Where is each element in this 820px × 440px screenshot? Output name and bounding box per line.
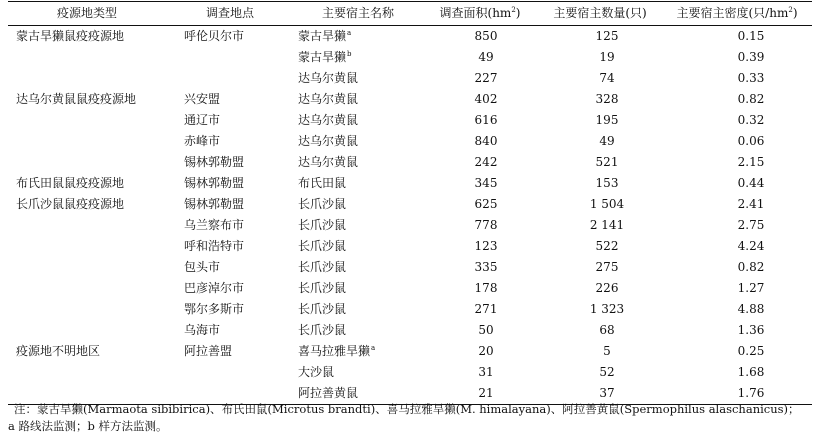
header-host-count: 主要宿主数量(只): [553, 6, 647, 20]
cell-host-density: 1.68: [737, 365, 765, 379]
cell-survey-area: 21: [478, 386, 494, 400]
cell-focus-type: [8, 152, 166, 173]
cell-survey-area: 402: [474, 92, 498, 106]
cell-host-count: 275: [595, 260, 619, 274]
header-area-close: ): [515, 6, 521, 20]
cell-survey-site: 锡林郭勒盟: [184, 197, 245, 211]
table-row: [8, 152, 812, 173]
cell-survey-area: 345: [474, 176, 498, 190]
cell-host-density: 4.88: [737, 302, 765, 316]
cell-host-count: 328: [595, 92, 619, 106]
host-name: 长爪沙鼠: [298, 260, 347, 274]
cell-main-host: [294, 47, 422, 68]
cell-survey-area: 335: [474, 260, 498, 274]
method-mark: a: [347, 29, 352, 37]
cell-main-host: [294, 194, 422, 215]
host-name: 长爪沙鼠: [298, 239, 347, 253]
cell-survey-area: 616: [474, 113, 498, 127]
cell-survey-area: 20: [478, 344, 494, 358]
method-mark: b: [347, 50, 352, 58]
cell-host-density: 1.76: [737, 386, 765, 400]
cell-main-host: [294, 152, 422, 173]
cell-main-host: [294, 89, 422, 110]
cell-host-density: 1.36: [737, 323, 765, 337]
cell-host-count: 522: [595, 239, 619, 253]
cell-survey-site: 锡林郭勒盟: [184, 155, 245, 169]
table-row: [8, 278, 812, 299]
cell-main-host: [294, 362, 422, 383]
cell-main-host: [294, 236, 422, 257]
cell-survey-area: 840: [474, 134, 498, 148]
host-name: 长爪沙鼠: [298, 218, 347, 232]
cell-survey-site: [166, 47, 294, 68]
header-focus-type: 疫源地类型: [56, 6, 117, 20]
table-row: [8, 236, 812, 257]
cell-host-density: 0.06: [737, 134, 765, 148]
host-name: 长爪沙鼠: [298, 302, 347, 316]
table-footnote: [8, 401, 814, 435]
cell-host-count: 74: [599, 71, 615, 85]
host-name: 大沙鼠: [298, 365, 335, 379]
cell-survey-site: [166, 68, 294, 89]
cell-focus-type: [8, 299, 166, 320]
table-row: [8, 47, 812, 68]
host-name: 长爪沙鼠: [298, 197, 347, 211]
host-name: 长爪沙鼠: [298, 281, 347, 295]
table-row: [8, 320, 812, 341]
cell-host-count: 68: [599, 323, 615, 337]
method-mark: a: [371, 344, 376, 352]
cell-host-count: 49: [599, 134, 615, 148]
cell-host-density: 2.15: [737, 155, 765, 169]
header-host-density: [662, 2, 812, 26]
cell-host-count: 125: [595, 29, 619, 43]
cell-focus-type: [8, 215, 166, 236]
host-name: 喜马拉雅旱獭: [298, 344, 371, 358]
cell-survey-site: 呼和浩特市: [184, 239, 245, 253]
cell-survey-area: 50: [478, 323, 494, 337]
cell-focus-type: [8, 68, 166, 89]
cell-focus-type: [8, 320, 166, 341]
cell-focus-type: 达乌尔黄鼠鼠疫疫源地: [16, 92, 137, 106]
cell-host-count: 19: [599, 50, 615, 64]
cell-survey-site: 巴彦淖尔市: [184, 281, 245, 295]
cell-host-density: 2.75: [737, 218, 765, 232]
cell-survey-area: 271: [474, 302, 498, 316]
cell-focus-type: 长爪沙鼠鼠疫疫源地: [16, 197, 125, 211]
cell-main-host: [294, 257, 422, 278]
table-row: [8, 257, 812, 278]
cell-main-host: [294, 68, 422, 89]
cell-host-density: 0.82: [737, 92, 765, 106]
cell-host-count: 153: [595, 176, 619, 190]
header-survey-area: [422, 2, 538, 26]
table-row: [8, 26, 812, 48]
host-name: 达乌尔黄鼠: [298, 71, 359, 85]
table-row: [8, 341, 812, 362]
cell-survey-area: 242: [474, 155, 498, 169]
cell-host-density: 2.41: [737, 197, 765, 211]
table-row: [8, 68, 812, 89]
cell-survey-area: 625: [474, 197, 498, 211]
cell-main-host: [294, 131, 422, 152]
host-name: 达乌尔黄鼠: [298, 113, 359, 127]
table-body: [8, 26, 812, 405]
table-row: [8, 215, 812, 236]
cell-host-density: 0.82: [737, 260, 765, 274]
cell-host-count: 1 323: [589, 302, 625, 316]
cell-host-density: 0.15: [737, 29, 765, 43]
cell-host-count: 1 504: [589, 197, 625, 211]
cell-main-host: [294, 320, 422, 341]
cell-focus-type: 布氏田鼠鼠疫疫源地: [16, 176, 125, 190]
header-survey-site: 调查地点: [205, 6, 254, 20]
cell-survey-area: 227: [474, 71, 498, 85]
cell-host-count: 521: [595, 155, 619, 169]
cell-focus-type: [8, 278, 166, 299]
cell-survey-site: 乌兰察布市: [184, 218, 245, 232]
cell-survey-site: 兴安盟: [184, 92, 221, 106]
header-density-text: 主要宿主密度(只/hm: [676, 6, 789, 20]
cell-host-count: 2 141: [589, 218, 625, 232]
cell-host-count: 37: [599, 386, 615, 400]
table-row: [8, 362, 812, 383]
cell-survey-site: 通辽市: [184, 113, 221, 127]
cell-survey-area: 31: [478, 365, 494, 379]
cell-main-host: [294, 341, 422, 362]
header-main-host: 主要宿主名称: [321, 6, 394, 20]
cell-focus-type: [8, 110, 166, 131]
cell-focus-type: [8, 236, 166, 257]
table-row: [8, 131, 812, 152]
host-name: 长爪沙鼠: [298, 323, 347, 337]
cell-main-host: [294, 110, 422, 131]
cell-survey-site: 锡林郭勒盟: [184, 176, 245, 190]
host-name: 布氏田鼠: [298, 176, 347, 190]
header-density-close: ): [792, 6, 798, 20]
table-header: [8, 2, 812, 26]
header-area-text: 调查面积(hm: [439, 6, 512, 20]
header-row: [8, 2, 812, 26]
cell-main-host: [294, 299, 422, 320]
cell-focus-type: 疫源地不明地区: [16, 344, 101, 358]
header-density-sup: 2: [788, 6, 793, 14]
host-name: 达乌尔黄鼠: [298, 92, 359, 106]
table-row: [8, 89, 812, 110]
host-name: 蒙古旱獭: [298, 29, 347, 43]
cell-host-density: 1.27: [737, 281, 765, 295]
cell-focus-type: [8, 47, 166, 68]
cell-host-density: 0.44: [737, 176, 765, 190]
cell-host-count: 5: [603, 344, 611, 358]
cell-survey-area: 178: [474, 281, 498, 295]
table-row: [8, 173, 812, 194]
cell-host-density: 4.24: [737, 239, 765, 253]
cell-focus-type: [8, 131, 166, 152]
footnote-method-line: a 路线法监测；b 样方法监测。: [8, 419, 168, 433]
footnote-species-line: 注：蒙古旱獭(Marmaota sibibirica)、布氏田鼠(Microtus brandti)、喜马拉雅旱獭(M. himalayana)、阿拉善黄鼠(Spermophilus alaschanicus)；: [14, 402, 800, 416]
cell-survey-site: 呼伦贝尔市: [184, 29, 245, 43]
host-density-table: [8, 1, 812, 405]
cell-survey-site: 包头市: [184, 260, 221, 274]
cell-focus-type: [8, 362, 166, 383]
cell-survey-site: 乌海市: [184, 323, 221, 337]
header-area-sup: 2: [511, 6, 516, 14]
cell-host-count: 226: [595, 281, 619, 295]
cell-host-density: 0.39: [737, 50, 765, 64]
cell-survey-area: 123: [474, 239, 498, 253]
cell-survey-area: 850: [474, 29, 498, 43]
host-name: 达乌尔黄鼠: [298, 155, 359, 169]
host-name: 阿拉善黄鼠: [298, 386, 359, 400]
cell-survey-site: 赤峰市: [184, 134, 221, 148]
cell-host-count: 52: [599, 365, 615, 379]
cell-main-host: [294, 173, 422, 194]
cell-main-host: [294, 278, 422, 299]
table-row: [8, 299, 812, 320]
cell-host-count: 195: [595, 113, 619, 127]
cell-survey-site: 鄂尔多斯市: [184, 302, 245, 316]
table-row: [8, 110, 812, 131]
cell-focus-type: [8, 257, 166, 278]
cell-host-density: 0.33: [737, 71, 765, 85]
cell-survey-site: 阿拉善盟: [184, 344, 233, 358]
host-name: 蒙古旱獭: [298, 50, 347, 64]
cell-survey-area: 49: [478, 50, 494, 64]
host-name: 达乌尔黄鼠: [298, 134, 359, 148]
table-row: [8, 194, 812, 215]
cell-survey-area: 778: [474, 218, 498, 232]
cell-main-host: [294, 26, 422, 48]
cell-focus-type: 蒙古旱獭鼠疫疫源地: [16, 29, 125, 43]
cell-main-host: [294, 215, 422, 236]
cell-survey-site: [166, 362, 294, 383]
cell-host-density: 0.25: [737, 344, 765, 358]
cell-host-density: 0.32: [737, 113, 765, 127]
